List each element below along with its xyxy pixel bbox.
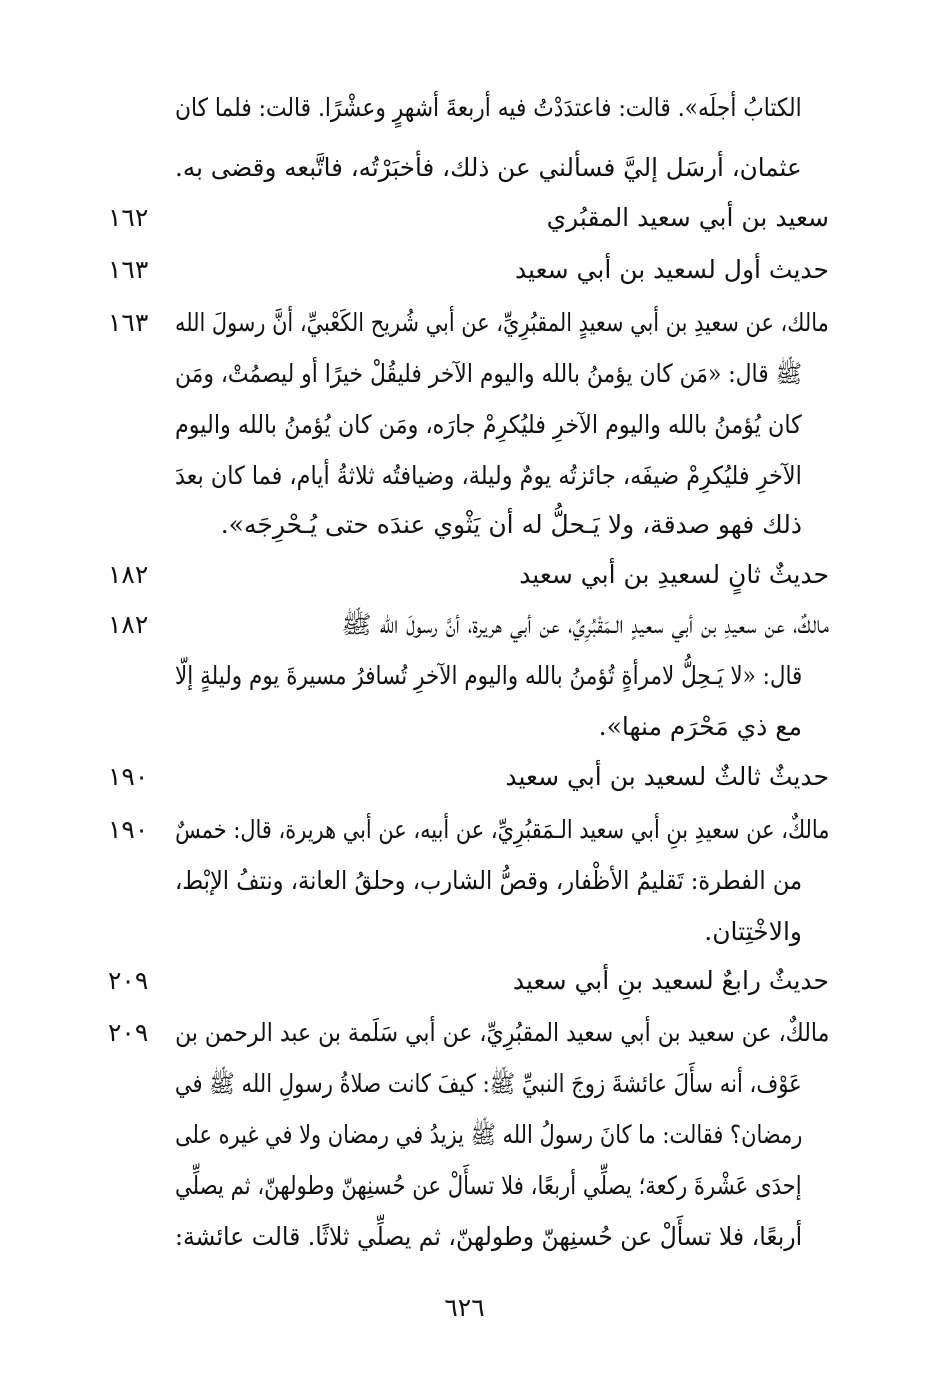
text-line: مالك، عن سعيدِ بن أبي سعيدٍ المقبُرِيِّ، عن أبي شُريح الكَعْبيِّ، أنَّ رسولَ الله — [175, 308, 829, 337]
text-line: كان يُؤمنُ بالله واليوم الآخرِ فليُكرِمْ جارَه، ومَن كان يُؤمنُ بالله واليوم — [175, 410, 802, 439]
section-heading: حديث أول لسعيد بن أبي سعيد — [514, 255, 829, 284]
text-line: قال: «لا يَـحِلُّ لامرأةٍ تُؤمنُ بالله واليوم الآخرِ تُسافرُ مسيرةَ يوم وليلةٍ إلّا — [174, 661, 802, 690]
text-line: الكتابُ أجلَه». قالت: فاعتدَدْتُ فيه أربعةَ أشهرٍ وعشْرًا. قالت: فلما كان — [175, 93, 802, 122]
text-line: إحدَى عَشْرةَ ركعة؛ يصلِّي أربعًا، فلا تسأَلْ عن حُسنِهنّ وطولهنّ، ثم يصلِّي — [175, 1171, 802, 1200]
margin-number: ١٨٢ — [108, 610, 149, 639]
section-heading: حديثٌ ثالثٌ لسعيد بن أبي سعيد — [505, 762, 829, 791]
margin-number: ٢٠٩ — [108, 966, 149, 995]
text-line: ﷺ قال: «مَن كان يؤمنُ بالله واليوم الآخر فليقُلْ خيرًا أو ليصمُتْ، ومَن — [174, 359, 802, 388]
section-heading: سعيد بن أبي سعيد المقبُري — [546, 203, 829, 232]
text-line: الآخرِ فليُكرِمْ ضيفَه، جائزتُه يومٌ وليلة، وضيافتُه ثلاثةُ أيام، فما كان بعدَ — [175, 461, 802, 490]
margin-number: ١٦٣ — [108, 308, 149, 337]
text-line: عثمان، أرسَل إليَّ فسألني عن ذلك، فأخبَرْتُه، فاتَّبعه وقضى به. — [175, 153, 802, 182]
margin-number: ١٩٠ — [108, 815, 149, 844]
margin-number: ١٨٢ — [108, 560, 149, 589]
text-line: مالكٌ، عن سعيدِ بن أبي سعيدٍ الـمَقْبُرِيِّ، عن أبي هريرة، أنَّ رسولَ الله ﷺ — [341, 610, 829, 639]
section-heading: حديثٌ ثانٍ لسعيدِ بن أبي سعيد — [519, 560, 829, 589]
margin-number: ٢٠٩ — [108, 1018, 149, 1047]
text-line: أربعًا، فلا تسأَلْ عن حُسنِهنّ وطولهنّ، ثم يصلِّي ثلاثًا. قالت عائشة: — [174, 1222, 802, 1251]
margin-number: ١٦٣ — [108, 255, 149, 284]
margin-number: ١٦٢ — [108, 203, 149, 232]
margin-number: ١٩٠ — [108, 762, 149, 791]
text-line: عَوْف، أنه سأَلَ عائشةَ زوجَ النبيِّ ﷺ: كيفَ كانت صلاةُ رسولِ الله ﷺ في — [175, 1069, 802, 1098]
text-line: ذلك فهو صدقة، ولا يَـحلُّ له أن يَثْوي عندَه حتى يُـحْرِجَه». — [220, 510, 802, 539]
text-line: مالكٌ، عن سعيدِ بنِ أبي سعيد الـمَقبُرِيِّ، عن أبيه، عن أبي هريرة، قال: خمسٌ — [174, 815, 829, 844]
text-line: مالكٌ، عن سعيد بن أبي سعيد المقبُرِيِّ، عن أبي سَلَمة بن عبد الرحمن بن — [174, 1018, 829, 1047]
text-line: مع ذي مَحْرَم منها». — [598, 712, 802, 741]
section-heading: حديثٌ رابعٌ لسعيد بنِ أبي سعيد — [512, 966, 829, 995]
text-line: والاخْتِتان. — [704, 917, 802, 946]
text-line: رمضان؟ فقالت: ما كانَ رسولُ الله ﷺ يزيدُ في رمضان ولا في غيره على — [174, 1120, 802, 1149]
text-line: من الفطرة: تَقليمُ الأظْفار، وقصُّ الشارب، وحلقُ العانة، ونتفُ الإبْط، — [174, 866, 802, 895]
page-number: ٦٢٦ — [444, 1293, 485, 1322]
